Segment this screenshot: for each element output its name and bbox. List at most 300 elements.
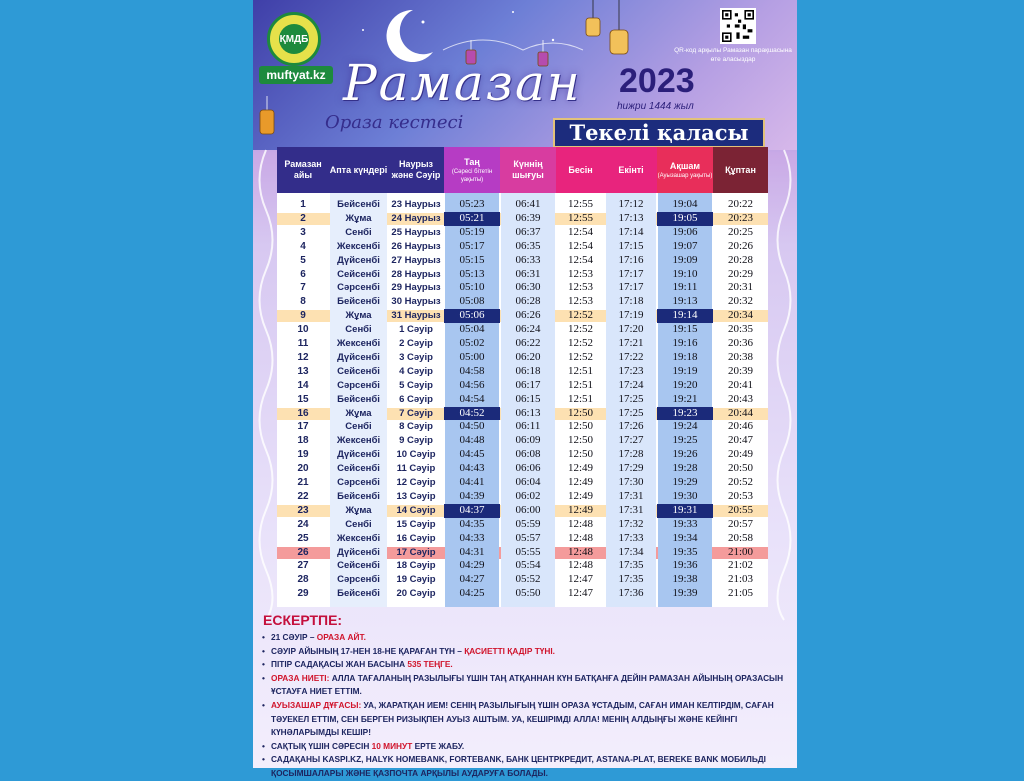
cell-aksham: 19:26 (672, 448, 698, 461)
cell-tan: 05:02 (459, 337, 485, 349)
column-header-label: Таң (464, 156, 480, 167)
cell-day: Сәрсенбі (337, 282, 380, 294)
column-header-label: Екінті (618, 164, 644, 175)
column-header (444, 147, 500, 193)
cell-day: Дүйсенбі (337, 449, 380, 461)
cell-n: 28 (297, 574, 309, 586)
cell-date: 1 Сәуір (399, 324, 433, 336)
cell-aksham: 19:18 (672, 350, 698, 363)
cell-tan: 05:15 (459, 253, 485, 266)
note-item: • САДАҚАНЫ KASPI.KZ, HALYK HOMEBANK, FORTEBANK, БАНК ЦЕНТРКРЕДИТ, ASTANA-PLAT, BEREKE BANK МОБИЛЬДІ ҚОСЫМШАЛАРЫ ЖӘНЕ ҚАЗПОЧТА АРҚЫЛЫ АУДАРУҒА БОЛАДЫ. (259, 753, 789, 780)
cell-day: Дүйсенбі (337, 351, 380, 363)
cell-besin: 12:50 (567, 448, 594, 461)
cell-tan: 04:43 (459, 462, 485, 475)
cell-kuptan: 20:39 (727, 364, 754, 377)
cell-ekinti: 17:16 (618, 253, 644, 266)
cell-aksham: 19:24 (672, 420, 698, 433)
cell-kun: 06:17 (515, 378, 541, 391)
column-header (388, 147, 444, 193)
cell-ekinti: 17:28 (618, 448, 644, 461)
cell-ekinti: 17:36 (618, 587, 644, 600)
cell-ekinti: 17:29 (618, 462, 644, 475)
cell-aksham: 19:05 (657, 212, 713, 226)
cell-date: 23 Наурыз (391, 199, 441, 210)
ramadan-schedule-poster (253, 0, 797, 778)
cell-date: 13 Сәуір (396, 490, 436, 502)
cell-day: Жексенбі (336, 338, 381, 349)
cell-besin: 12:52 (567, 323, 594, 336)
cell-aksham: 19:34 (672, 531, 698, 544)
cell-day: Бейсенбі (337, 296, 380, 308)
cell-ekinti: 17:17 (618, 281, 644, 294)
cell-n: 27 (297, 560, 309, 572)
cell-besin: 12:52 (567, 309, 594, 322)
notes-section (259, 612, 789, 781)
column-header-sublabel: (Сәресі бітетін уақыты) (451, 168, 493, 183)
cell-date: 16 Сәуір (396, 532, 436, 544)
cell-day: Сенбі (345, 421, 372, 433)
cell-tan: 05:13 (459, 267, 485, 280)
note-item: • АУЫЗАШАР ДҰҒАСЫ: УА, ЖАРАТҚАН ИЕМ! СЕНІҢ РАЗЫЛЫҒЫҢ ҮШІН ОРАЗА ҰСТАДЫМ, САҒАН ИМАН КЕЛТІРДІМ, САҒАН ТӘУЕКЕЛ ЕТТІМ, СЕН БЕРГЕН РИЗЫҚПЕН АУЫЗ АШТЫМ. УА, КЕШІРІМДІ АЛЛА! МЕНІҢ АЛДЫҢҒЫ ЖӘНЕ КЕЙІНГІ КҮНӘЛАРЫМДЫ КЕШІР! (259, 699, 789, 740)
cell-aksham: 19:06 (672, 225, 698, 238)
cell-kuptan: 20:29 (727, 267, 754, 280)
cell-day: Бейсенбі (337, 393, 380, 405)
column-kuptan (713, 147, 768, 607)
cell-n: 1 (300, 199, 306, 210)
cell-ekinti: 17:35 (618, 573, 644, 586)
cell-tan: 04:39 (459, 489, 485, 502)
cell-date: 15 Сәуір (396, 518, 436, 530)
cell-date: 27 Наурыз (391, 254, 441, 266)
cell-kuptan: 20:43 (727, 392, 754, 405)
cell-day: Бейсенбі (337, 588, 380, 600)
cell-aksham: 19:33 (672, 517, 698, 530)
cell-ekinti: 17:12 (618, 198, 644, 210)
cell-date: 30 Наурыз (391, 296, 441, 308)
cell-aksham: 19:04 (672, 198, 698, 210)
cell-kun: 06:24 (515, 323, 541, 336)
cell-besin: 12:48 (567, 517, 594, 530)
column-header-sublabel: (Ауызашар уақыты) (657, 172, 713, 179)
cell-besin: 12:48 (567, 559, 594, 572)
cell-ekinti: 17:34 (618, 545, 644, 558)
cell-kuptan: 20:57 (727, 517, 754, 530)
cell-kun: 05:59 (515, 517, 541, 530)
cell-kun: 06:33 (515, 253, 541, 266)
cell-n: 5 (300, 254, 306, 266)
column-header (277, 147, 329, 193)
cell-day: Жұма (345, 310, 372, 322)
cell-kun: 06:08 (515, 448, 541, 461)
cell-besin: 12:47 (567, 573, 594, 586)
cell-kun: 06:18 (515, 364, 541, 377)
cell-tan: 04:48 (459, 434, 485, 447)
cell-n: 23 (297, 504, 309, 516)
column-header (713, 147, 768, 193)
note-item: • 21 СӘУІР – ОРАЗА АЙТ. (259, 631, 789, 645)
cell-ekinti: 17:32 (618, 517, 644, 530)
cell-kuptan: 20:36 (727, 337, 754, 349)
cell-ekinti: 17:17 (618, 267, 644, 280)
cell-date: 14 Сәуір (396, 504, 436, 516)
cell-kuptan: 20:26 (727, 239, 754, 252)
cell-n: 6 (300, 268, 306, 280)
cell-besin: 12:54 (567, 225, 594, 238)
cell-day: Сәрсенбі (337, 574, 380, 586)
cell-n: 3 (300, 226, 306, 238)
column-header-label: Рамазан айы (284, 159, 322, 180)
cell-aksham: 19:30 (672, 489, 698, 502)
site-link[interactable]: muftyat.kz (259, 66, 333, 84)
cell-date: 29 Наурыз (391, 282, 441, 294)
cell-besin: 12:54 (567, 253, 594, 266)
cell-day: Жексенбі (336, 435, 381, 447)
cell-n: 11 (297, 338, 309, 349)
cell-tan: 04:35 (459, 517, 485, 530)
cell-kuptan: 21:05 (727, 587, 754, 600)
cell-kun: 06:28 (515, 295, 541, 308)
cell-tan: 04:41 (459, 476, 485, 488)
cell-kuptan: 21:02 (727, 559, 754, 572)
cell-aksham: 19:11 (672, 281, 698, 294)
cell-aksham: 19:35 (672, 545, 698, 558)
city-banner: Текелі қаласы (553, 118, 765, 148)
cell-n: 10 (297, 324, 309, 336)
cell-aksham: 19:19 (672, 364, 698, 377)
cell-tan: 04:27 (459, 573, 485, 586)
note-item: • СӘУІР АЙЫНЫҢ 17-НЕН 18-НЕ ҚАРАҒАН ТҮН – ҚАСИЕТТІ ҚАДІР ТҮНІ. (259, 645, 789, 659)
column-header-label: Бесін (568, 164, 593, 175)
cell-aksham: 19:10 (672, 267, 698, 280)
cell-n: 8 (300, 296, 306, 308)
cell-kuptan: 21:00 (727, 545, 754, 558)
cell-kuptan: 20:35 (727, 323, 754, 336)
cell-aksham: 19:21 (672, 392, 698, 405)
note-item: • ОРАЗА НИЕТІ: АЛЛА ТАҒАЛАНЫҢ РАЗЫЛЫҒЫ ҮШІН ТАҢ АТҚАННАН КҮН БАТҚАНҒА ДЕЙІН РАМАЗАН АЙЫНЫҢ ОРАЗАСЫН ҰСТАУҒА НИЕТ ЕТТІМ. (259, 672, 789, 699)
cell-kun: 06:26 (515, 309, 541, 322)
cell-besin: 12:53 (567, 267, 594, 280)
cell-ekinti: 17:27 (618, 434, 644, 447)
cell-day: Жұма (345, 407, 372, 419)
cell-besin: 12:49 (567, 503, 594, 516)
cell-tan: 05:19 (459, 225, 485, 238)
cell-day: Сенбі (345, 226, 372, 238)
cell-kun: 05:57 (515, 531, 541, 544)
cell-day: Жұма (345, 212, 372, 224)
cell-tan: 04:37 (444, 504, 500, 518)
cell-ekinti: 17:35 (618, 559, 644, 572)
cell-date: 2 Сәуір (399, 338, 433, 349)
column-header (500, 147, 556, 193)
cell-n: 26 (297, 546, 309, 558)
cell-tan: 05:04 (459, 323, 485, 336)
cell-aksham: 19:25 (672, 434, 698, 447)
cell-n: 17 (297, 421, 309, 433)
cell-kun: 06:11 (515, 420, 541, 433)
cell-tan: 05:00 (459, 350, 485, 363)
cell-ekinti: 17:24 (618, 378, 644, 391)
cell-day: Дүйсенбі (337, 254, 380, 266)
cell-date: 4 Сәуір (399, 365, 433, 377)
cell-day: Жексенбі (336, 240, 381, 252)
cell-ekinti: 17:18 (618, 295, 644, 308)
cell-kun: 05:55 (515, 545, 541, 558)
cell-kun: 06:06 (515, 462, 541, 475)
cell-date: 7 Сәуір (399, 407, 433, 419)
cell-ekinti: 17:22 (618, 350, 644, 363)
cell-kuptan: 20:23 (727, 211, 754, 224)
cell-besin: 12:54 (567, 239, 594, 252)
cell-kun: 06:37 (515, 225, 541, 238)
cell-besin: 12:51 (567, 392, 594, 405)
cell-day: Жұма (345, 504, 372, 516)
cell-besin: 12:55 (567, 211, 594, 224)
column-kun (500, 147, 556, 607)
cell-kun: 06:15 (515, 392, 541, 405)
cell-besin: 12:50 (567, 420, 594, 433)
cell-kuptan: 20:34 (727, 309, 754, 322)
cell-kuptan: 20:49 (727, 448, 754, 461)
cell-aksham: 19:16 (672, 337, 698, 349)
cell-aksham: 19:31 (657, 504, 713, 518)
cell-day: Бейсенбі (337, 490, 380, 502)
cell-besin: 12:48 (567, 531, 594, 544)
cell-tan: 04:50 (459, 420, 485, 433)
column-day (329, 147, 388, 607)
cell-day: Сейсенбі (337, 560, 380, 572)
cell-kuptan: 20:28 (727, 253, 754, 266)
cell-tan: 04:58 (459, 364, 485, 377)
cell-kuptan: 20:58 (727, 531, 754, 544)
cell-ekinti: 17:30 (618, 476, 644, 488)
cell-aksham: 19:36 (672, 559, 698, 572)
cell-kuptan: 20:25 (727, 225, 754, 238)
column-header (329, 147, 388, 193)
cell-n: 16 (297, 407, 309, 419)
cell-date: 3 Сәуір (399, 351, 433, 363)
cell-date: 26 Наурыз (391, 240, 441, 252)
cell-day: Сенбі (345, 518, 372, 530)
cell-kun: 06:09 (515, 434, 541, 447)
cell-n: 15 (297, 393, 309, 405)
cell-date: 6 Сәуір (399, 393, 433, 405)
cell-date: 24 Наурыз (391, 212, 441, 224)
cell-n: 21 (297, 477, 309, 488)
cell-n: 25 (297, 532, 309, 544)
cell-tan: 04:52 (444, 407, 500, 421)
cell-kun: 06:20 (515, 350, 541, 363)
cell-besin: 12:50 (567, 434, 594, 447)
cell-aksham: 19:13 (672, 295, 698, 308)
cell-ekinti: 17:15 (618, 239, 644, 252)
cell-date: 12 Сәуір (396, 477, 436, 488)
cell-kuptan: 20:41 (727, 378, 754, 391)
cell-ekinti: 17:23 (618, 364, 644, 377)
qr-caption: QR-код арқылы Рамазан парақшасына өте аласыздар (674, 47, 792, 63)
cell-tan: 04:31 (459, 545, 485, 558)
cell-ekinti: 17:19 (618, 309, 644, 322)
column-header-label: Құптан (725, 164, 756, 175)
cell-besin: 12:53 (567, 295, 594, 308)
cell-date: 9 Сәуір (399, 435, 433, 447)
cell-kuptan: 20:50 (727, 462, 754, 475)
column-besin (556, 147, 605, 607)
cell-n: 20 (297, 463, 309, 475)
hijri-year-label: һижри 1444 жыл (617, 101, 694, 112)
cell-date: 17 Сәуір (396, 546, 436, 558)
cell-n: 19 (297, 449, 309, 461)
cell-tan: 04:45 (459, 448, 485, 461)
cell-tan: 05:08 (459, 295, 485, 308)
cell-date: 8 Сәуір (399, 421, 433, 433)
note-item: • САҚТЫҚ ҮШІН СӘРЕСІН 10 МИНУТ ЕРТЕ ЖАБУ. (259, 740, 789, 754)
cell-n: 24 (297, 518, 309, 530)
cell-kuptan: 21:03 (727, 573, 754, 586)
cell-kun: 06:35 (515, 239, 541, 252)
cell-kun: 06:02 (515, 489, 541, 502)
cell-kuptan: 20:32 (727, 295, 754, 308)
cell-besin: 12:49 (567, 476, 594, 488)
cell-date: 31 Наурыз (391, 310, 441, 322)
cell-date: 19 Сәуір (396, 574, 436, 586)
cell-ekinti: 17:31 (618, 503, 644, 516)
cell-tan: 05:21 (444, 212, 500, 226)
cell-day: Сейсенбі (337, 463, 380, 475)
cell-tan: 04:56 (459, 378, 485, 391)
cell-tan: 04:29 (459, 559, 485, 572)
cell-date: 25 Наурыз (391, 226, 441, 238)
cell-ekinti: 17:33 (618, 531, 644, 544)
cell-aksham: 19:28 (672, 462, 698, 475)
cell-aksham: 19:14 (657, 309, 713, 323)
cell-besin: 12:52 (567, 337, 594, 349)
cell-day: Сәрсенбі (337, 379, 380, 391)
cell-kun: 06:13 (515, 406, 541, 419)
cell-besin: 12:53 (567, 281, 594, 294)
muftyat-logo: ҚМДБ (267, 12, 321, 66)
schedule-table (277, 147, 768, 607)
column-header-label: Күннің шығуы (512, 159, 544, 180)
column-header (605, 147, 657, 193)
cell-tan: 05:10 (459, 281, 485, 294)
cell-kun: 06:00 (515, 503, 541, 516)
column-header (556, 147, 605, 193)
cell-kun: 06:04 (515, 476, 541, 488)
cell-tan: 05:23 (459, 198, 485, 210)
cell-day: Сейсенбі (337, 268, 380, 280)
cell-kuptan: 20:22 (727, 198, 754, 210)
cell-besin: 12:50 (567, 406, 594, 419)
cell-ekinti: 17:20 (618, 323, 644, 336)
cell-date: 28 Наурыз (391, 268, 441, 280)
column-tan (444, 147, 500, 607)
left-ornament (253, 150, 279, 620)
cell-day: Жексенбі (336, 532, 381, 544)
cell-besin: 12:49 (567, 462, 594, 475)
right-ornament (771, 150, 797, 620)
cell-aksham: 19:39 (672, 587, 698, 600)
cell-kuptan: 20:46 (727, 420, 754, 433)
cell-ekinti: 17:25 (618, 392, 644, 405)
cell-besin: 12:47 (567, 587, 594, 600)
cell-n: 7 (300, 282, 306, 294)
cell-tan: 05:06 (444, 309, 500, 323)
cell-besin: 12:52 (567, 350, 594, 363)
cell-date: 10 Сәуір (396, 449, 436, 461)
cell-ekinti: 17:14 (618, 225, 644, 238)
cell-day: Дүйсенбі (337, 546, 380, 558)
page-subtitle: Ораза кестесі (325, 112, 464, 133)
cell-kuptan: 20:31 (727, 281, 754, 294)
cell-n: 18 (297, 435, 309, 447)
cell-day: Бейсенбі (337, 199, 380, 210)
cell-kun: 06:41 (515, 198, 541, 210)
cell-kuptan: 20:53 (727, 489, 754, 502)
cell-besin: 12:49 (567, 489, 594, 502)
cell-kun: 05:54 (515, 559, 541, 572)
cell-ekinti: 17:26 (618, 420, 644, 433)
cell-besin: 12:51 (567, 378, 594, 391)
column-aksham (657, 147, 713, 607)
cell-kun: 05:52 (515, 573, 541, 586)
cell-n: 14 (297, 379, 309, 391)
notes-heading: ЕСКЕРТПЕ: (263, 612, 343, 628)
cell-kun: 06:31 (515, 267, 541, 280)
cell-besin: 12:55 (567, 198, 594, 210)
cell-n: 12 (297, 351, 309, 363)
page-title: Рамазан (343, 54, 582, 112)
cell-aksham: 19:07 (672, 239, 698, 252)
cell-aksham: 19:09 (672, 253, 698, 266)
cell-kuptan: 20:55 (727, 503, 754, 516)
cell-kun: 06:22 (515, 337, 541, 349)
cell-n: 4 (300, 240, 306, 252)
cell-besin: 12:48 (567, 545, 594, 558)
cell-day: Сенбі (345, 324, 372, 336)
cell-day: Сейсенбі (337, 365, 380, 377)
cell-day: Сәрсенбі (337, 477, 380, 488)
cell-kuptan: 20:47 (727, 434, 754, 447)
qr-code[interactable] (720, 8, 756, 44)
cell-n: 9 (300, 310, 306, 322)
cell-n: 29 (297, 588, 309, 600)
cell-kun: 06:39 (515, 211, 541, 224)
cell-tan: 04:25 (459, 587, 485, 600)
cell-aksham: 19:23 (657, 407, 713, 421)
cell-ekinti: 17:25 (618, 406, 644, 419)
cell-aksham: 19:29 (672, 476, 698, 488)
cell-tan: 04:54 (459, 392, 485, 405)
column-date (388, 147, 444, 607)
cell-n: 13 (297, 365, 309, 377)
cell-besin: 12:51 (567, 364, 594, 377)
column-header (657, 147, 713, 193)
cell-aksham: 19:15 (672, 323, 698, 336)
note-item: • ПІТІР САДАҚАСЫ ЖАН БАСЫНА 535 ТЕҢГЕ. (259, 658, 789, 672)
column-header-label: Апта күндері (329, 164, 388, 175)
cell-date: 20 Сәуір (396, 588, 436, 600)
cell-ekinti: 17:31 (618, 489, 644, 502)
cell-ekinti: 17:21 (618, 337, 644, 349)
cell-tan: 05:17 (459, 239, 485, 252)
cell-kuptan: 20:52 (727, 476, 754, 488)
column-n (277, 147, 329, 607)
cell-kun: 06:30 (515, 281, 541, 294)
column-header-label: Ақшам (669, 160, 701, 171)
cell-tan: 04:33 (459, 531, 485, 544)
cell-aksham: 19:20 (672, 378, 698, 391)
cell-ekinti: 17:13 (618, 211, 644, 224)
